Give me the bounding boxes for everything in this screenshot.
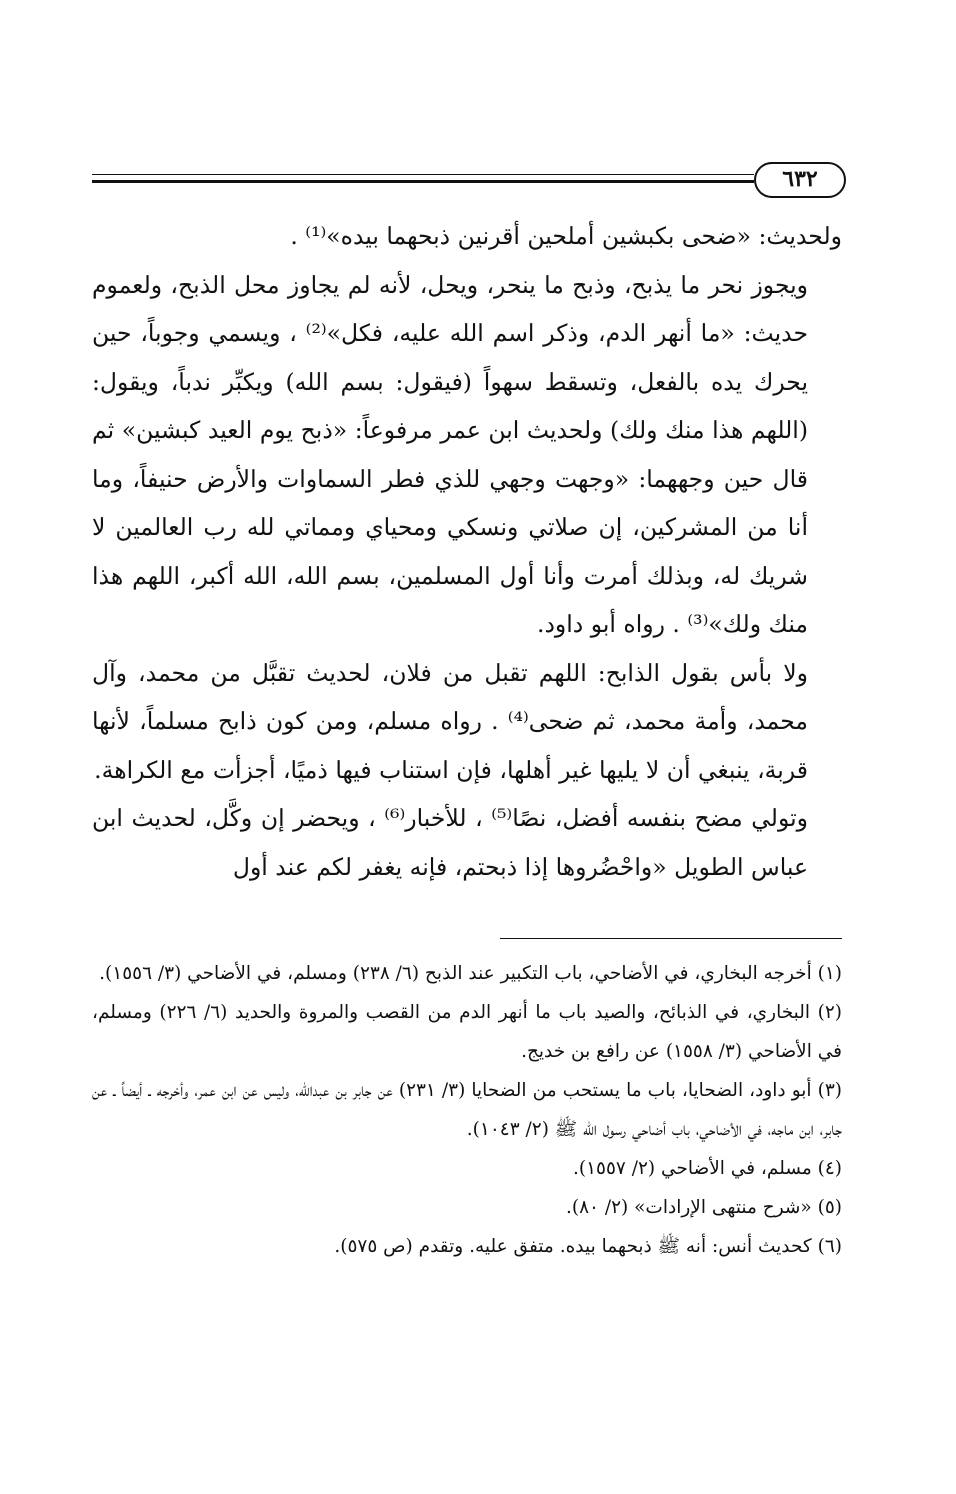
page-number: ٦٣٢: [754, 162, 846, 198]
main-text: [92, 212, 842, 891]
footnotes: [92, 954, 842, 1266]
paragraph-2: ويجوز نحر ما يذبح، وذبح ما ينحر، ويحل، لأنه لم يجاوز محل الذبح، ولعموم حديث: «ما أنهر الدم، وذكر اسم الله عليه، فكل»⁽²⁾ ، ويسمي وجوباً، حين يحرك يده بالفعل، وتسقط سهواً (فيقول: بسم الله) ويكبِّر ندباً، ويقول: (اللهم هذا منك ولك) ولحديث ابن عمر مرفوعاً: «ذبح يوم العيد كبشين» ثم قال حين وجههما: «وجهت وجهي للذي فطر السماوات والأرض حنيفاً، وما أنا من المشركين، إن صلاتي ونسكي ومحياي ومماتي لله رب العالمين لا شريك له، وبذلك أمرت وأنا أول المسلمين، بسم الله، الله أكبر، اللهم هذا منك ولك»⁽³⁾ . رواه أبو داود.: [92, 270, 809, 638]
footnote-4: (٤) مسلم، في الأضاحي (٢/ ١٥٥٧).: [572, 1158, 842, 1179]
paragraph-1: ولحديث: «ضحى بكبشين أملحين أقرنين ذبحهما بيده»⁽¹⁾ .: [290, 222, 842, 250]
footnote-1: (١) أخرجه البخاري، في الأضاحي، باب التكبير عند الذبح (٦/ ٢٣٨) ومسلم، في الأضاحي (٣/ ١٥٥٦).: [99, 963, 842, 984]
footnote-5: (٥) «شرح منتهى الإرادات» (٢/ ٨٠).: [565, 1197, 842, 1218]
footnote-2: (٢) البخاري، في الذبائح، والصيد باب ما أنهر الدم من القصب والمروة والحديد (٦/ ٢٢٦) ومسلم، في الأضاحي (٣/ ١٥٥٨) عن رافع بن خديج.: [92, 1002, 842, 1062]
header-rule-thin: [92, 174, 754, 175]
footnote-3: (٣) أبو داود، الضحايا، باب ما يستحب من الضحايا (٣/ ٢٣١) عن جابر بن عبدالله، وليس عن ابن عمر، وأخرجه ـ أيضاً ـ عن جابر، ابن ماجه، في الأضاحي، باب أضاحي رسول الله ﷺ (٢/ ١٠٤٣).: [92, 1080, 842, 1140]
paragraph-4: وتولي مضح بنفسه أفضل، نصًا⁽⁵⁾ ، للأخبار⁽⁶⁾ ، ويحضر إن وكَّل، لحديث ابن عباس الطويل «واحْضُروها إذا ذبحتم، فإنه يغفر لكم عند أول: [92, 804, 808, 881]
page-header: [92, 162, 846, 198]
footnote-6: (٦) كحديث أنس: أنه ﷺ ذبحهما بيده. متفق عليه. وتقدم (ص ٥٧٥).: [334, 1236, 842, 1257]
paragraph-3: ولا بأس بقول الذابح: اللهم تقبل من فلان، لحديث تقبَّل من محمد، وآل محمد، وأمة محمد، ثم ضحى⁽⁴⁾ . رواه مسلم، ومن كون ذابح مسلماً، لأنها قربة، ينبغي أن لا يليها غير أهلها، فإن استناب فيها ذميًا، أجزأت مع الكراهة.: [92, 658, 808, 784]
footnote-separator: [500, 938, 842, 939]
header-rule-thick: [92, 180, 754, 183]
